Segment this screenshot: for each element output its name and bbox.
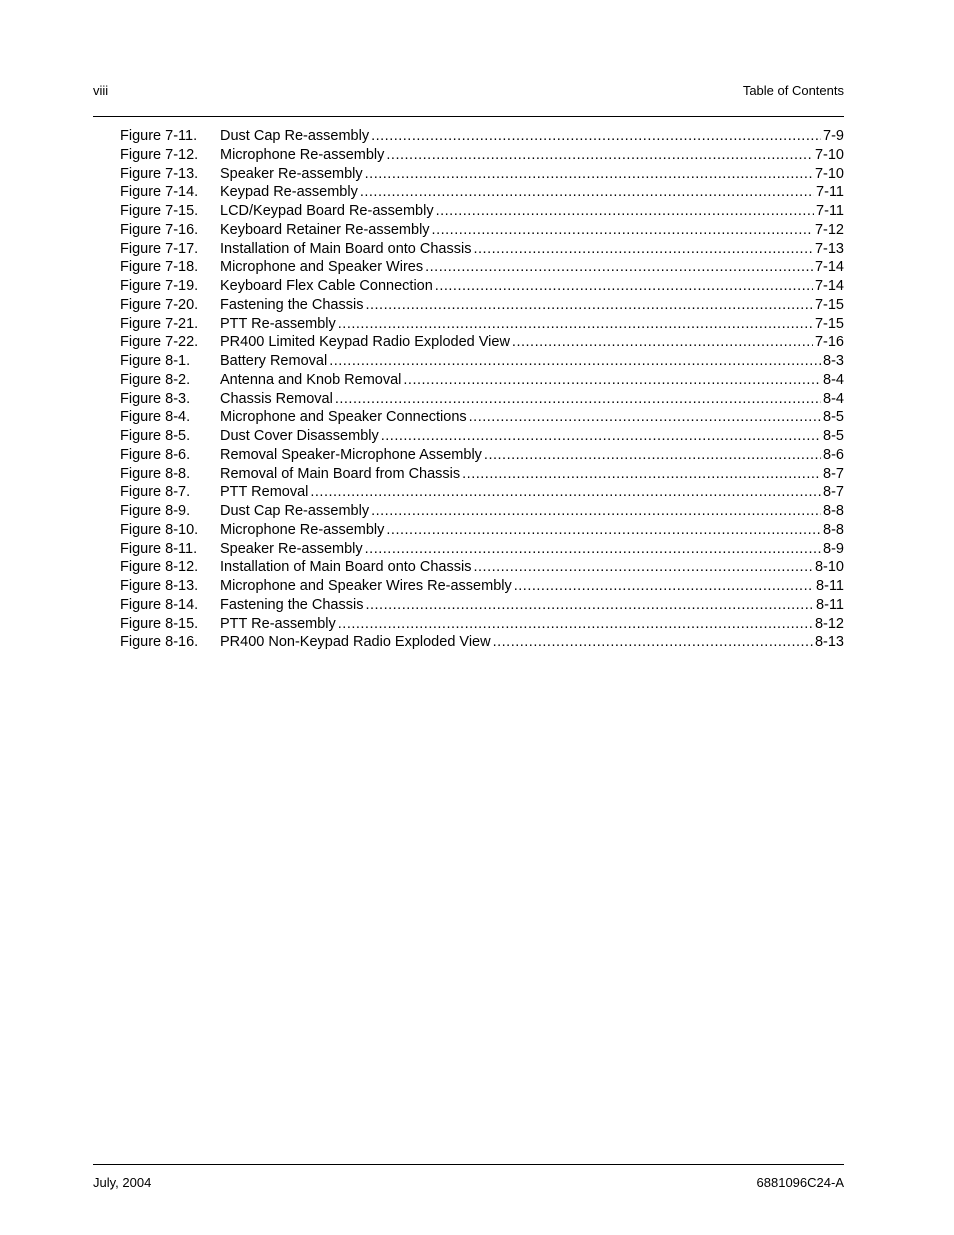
toc-dot-leader: [338, 315, 813, 334]
toc-entry-page: 8-6: [823, 446, 844, 463]
toc-dot-leader: [425, 258, 813, 277]
toc-entry-page: 7-16: [814, 334, 844, 351]
toc-entry-page: 8-5: [823, 409, 844, 426]
toc-entry-page: 8-11: [816, 596, 844, 613]
toc-dot-leader: [381, 427, 821, 446]
toc-entry-title: PTT Re-assembly: [220, 315, 336, 332]
toc-entry-number: Figure 7-15.: [120, 203, 199, 219]
toc-entry-title: Microphone Re-assembly: [220, 146, 385, 163]
page-header: [93, 82, 844, 100]
toc-entry-title: Speaker Re-assembly: [220, 165, 363, 182]
toc-entry-title: Microphone and Speaker Wires: [220, 259, 424, 276]
toc-entry[interactable]: [120, 408, 844, 427]
toc-entry-title: Installation of Main Board onto Chassis: [220, 559, 472, 576]
toc-entry[interactable]: [120, 502, 844, 521]
toc-entry-number: Figure 8-5.: [120, 428, 191, 444]
toc-entry-number: Figure 8-6.: [120, 446, 191, 463]
toc-entry-number: Figure 8-9.: [120, 503, 191, 519]
toc-entry-number: Figure 7-11.: [120, 128, 198, 144]
toc-entry-title: PTT Re-assembly: [220, 615, 336, 632]
toc-dot-leader: [386, 521, 821, 540]
toc-entry-number: Figure 7-22.: [120, 334, 199, 351]
toc-entry-title: LCD/Keypad Board Re-assembly: [220, 203, 434, 219]
toc-entry-page: 8-10: [814, 559, 844, 576]
toc-entry-title: Fastening the Chassis: [220, 296, 364, 313]
toc-entry-number: Figure 8-1.: [120, 353, 191, 369]
header-section-title: Table of Contents: [742, 83, 844, 98]
toc-dot-leader: [310, 483, 821, 502]
toc-entry[interactable]: [120, 465, 844, 484]
toc-entry-title: Dust Cap Re-assembly: [220, 128, 370, 144]
footer-divider: [93, 1164, 844, 1165]
toc-dot-leader: [514, 577, 814, 596]
toc-entry[interactable]: [120, 521, 844, 540]
toc-entry[interactable]: [120, 633, 844, 652]
toc-dot-leader: [432, 221, 813, 240]
toc-entry-page: 8-9: [823, 540, 844, 557]
toc-entry-number: Figure 8-11.: [120, 540, 198, 557]
toc-entry-number: Figure 8-4.: [120, 409, 191, 426]
toc-entry-page: 8-4: [823, 390, 844, 407]
toc-entry-number: Figure 7-13.: [120, 165, 199, 182]
toc-entry[interactable]: [120, 577, 844, 596]
toc-entry-page: 7-11: [816, 203, 844, 219]
toc-entry-number: Figure 8-7.: [120, 484, 191, 501]
toc-entry[interactable]: [120, 165, 844, 184]
toc-entry-title: Keyboard Retainer Re-assembly: [220, 221, 430, 238]
footer-date: July, 2004: [93, 1175, 152, 1190]
toc-entry[interactable]: [120, 258, 844, 277]
toc-entry-number: Figure 8-8.: [120, 465, 191, 482]
toc-entry[interactable]: [120, 296, 844, 315]
toc-entry[interactable]: [120, 315, 844, 334]
list-of-figures: [120, 127, 844, 652]
toc-dot-leader: [365, 165, 813, 184]
toc-dot-leader: [512, 333, 813, 352]
page-footer: [93, 1174, 844, 1192]
toc-dot-leader: [436, 202, 814, 221]
toc-entry-number: Figure 7-14.: [120, 184, 199, 201]
toc-entry[interactable]: [120, 333, 844, 352]
toc-entry-page: 7-10: [814, 165, 844, 182]
toc-dot-leader: [371, 502, 821, 521]
toc-dot-leader: [365, 296, 813, 315]
toc-entry[interactable]: [120, 483, 844, 502]
toc-entry-title: Dust Cap Re-assembly: [220, 503, 370, 519]
toc-entry-number: Figure 7-12.: [120, 146, 199, 163]
toc-dot-leader: [473, 558, 812, 577]
toc-entry[interactable]: [120, 540, 844, 559]
toc-entry-page: 8-8: [823, 521, 844, 538]
toc-entry-title: Battery Removal: [220, 353, 328, 369]
toc-entry-page: 7-11: [816, 184, 844, 201]
toc-entry-page: 8-8: [823, 503, 844, 519]
toc-entry[interactable]: [120, 221, 844, 240]
toc-dot-leader: [493, 633, 813, 652]
toc-entry-number: Figure 8-13.: [120, 578, 199, 594]
toc-entry-number: Figure 7-18.: [120, 259, 199, 276]
toc-entry-title: Chassis Removal: [220, 390, 333, 407]
toc-entry-page: 7-15: [814, 296, 844, 313]
toc-entry-title: PR400 Limited Keypad Radio Exploded View: [220, 334, 510, 351]
toc-entry[interactable]: [120, 596, 844, 615]
toc-dot-leader: [329, 352, 821, 371]
toc-entry-number: Figure 8-3.: [120, 390, 191, 407]
toc-entry-title: Fastening the Chassis: [220, 596, 364, 613]
toc-entry-title: Speaker Re-assembly: [220, 540, 363, 557]
toc-entry[interactable]: [120, 615, 844, 634]
toc-entry-page: 7-9: [823, 128, 844, 144]
toc-entry[interactable]: [120, 390, 844, 409]
toc-entry-title: Keyboard Flex Cable Connection: [220, 278, 433, 294]
header-page-number: viii: [93, 83, 109, 98]
toc-dot-leader: [462, 465, 821, 484]
toc-entry-page: 8-5: [823, 428, 844, 444]
toc-entry-page: 8-7: [823, 465, 844, 482]
toc-entry-page: 7-13: [814, 240, 844, 257]
toc-entry-page: 8-4: [823, 371, 844, 388]
toc-entry-number: Figure 8-14.: [120, 596, 199, 613]
toc-entry-title: Microphone and Speaker Connections: [220, 409, 467, 426]
toc-entry-number: Figure 8-2.: [120, 371, 191, 388]
toc-entry-number: Figure 8-10.: [120, 521, 199, 538]
toc-dot-leader: [484, 446, 821, 465]
toc-dot-leader: [435, 277, 813, 296]
toc-entry[interactable]: [120, 427, 844, 446]
toc-entry-title: PTT Removal: [220, 484, 309, 501]
toc-entry[interactable]: [120, 183, 844, 202]
toc-entry[interactable]: [120, 277, 844, 296]
toc-entry-page: 8-13: [814, 634, 844, 651]
toc-entry-number: Figure 7-17.: [120, 240, 199, 257]
toc-entry-page: 7-12: [814, 221, 844, 238]
toc-dot-leader: [403, 371, 821, 390]
toc-entry-title: PR400 Non-Keypad Radio Exploded View: [220, 634, 491, 651]
toc-entry-number: Figure 8-16.: [120, 634, 199, 651]
toc-entry-page: 7-14: [814, 259, 844, 276]
toc-dot-leader: [365, 596, 814, 615]
toc-entry[interactable]: [120, 446, 844, 465]
toc-entry-page: 8-12: [814, 615, 844, 632]
footer-doc-number: 6881096C24-A: [756, 1175, 844, 1190]
toc-entry-page: 7-14: [814, 278, 844, 294]
toc-entry-title: Keypad Re-assembly: [220, 184, 358, 201]
toc-entry[interactable]: [120, 146, 844, 165]
toc-entry[interactable]: [120, 352, 844, 371]
toc-entry-page: 8-7: [823, 484, 844, 501]
toc-entry-title: Removal of Main Board from Chassis: [220, 465, 461, 482]
toc-dot-leader: [469, 408, 821, 427]
toc-entry-number: Figure 8-15.: [120, 615, 199, 632]
toc-entry-number: Figure 7-16.: [120, 221, 199, 238]
toc-entry-title: Removal Speaker-Microphone Assembly: [220, 446, 482, 463]
toc-entry[interactable]: [120, 371, 844, 390]
toc-entry[interactable]: [120, 558, 844, 577]
toc-entry-title: Installation of Main Board onto Chassis: [220, 240, 472, 257]
toc-entry-page: 8-3: [823, 353, 844, 369]
toc-entry-title: Dust Cover Disassembly: [220, 428, 379, 444]
toc-dot-leader: [473, 240, 812, 259]
toc-entry-title: Microphone Re-assembly: [220, 521, 385, 538]
toc-entry-title: Antenna and Knob Removal: [220, 371, 402, 388]
toc-entry-page: 8-11: [816, 578, 844, 594]
toc-entry-number: Figure 7-19.: [120, 278, 199, 294]
toc-dot-leader: [338, 615, 813, 634]
toc-dot-leader: [386, 146, 813, 165]
toc-entry[interactable]: [120, 202, 844, 221]
toc-entry[interactable]: [120, 127, 844, 146]
toc-dot-leader: [365, 540, 821, 559]
toc-entry[interactable]: [120, 240, 844, 259]
toc-entry-number: Figure 8-12.: [120, 559, 199, 576]
toc-dot-leader: [371, 127, 821, 146]
toc-entry-number: Figure 7-21.: [120, 315, 199, 332]
toc-entry-page: 7-15: [814, 315, 844, 332]
toc-entry-number: Figure 7-20.: [120, 296, 199, 313]
toc-entry-page: 7-10: [814, 146, 844, 163]
toc-entry-title: Microphone and Speaker Wires Re-assembly: [220, 578, 512, 594]
header-divider: [93, 116, 844, 117]
toc-dot-leader: [335, 390, 821, 409]
toc-dot-leader: [360, 183, 814, 202]
